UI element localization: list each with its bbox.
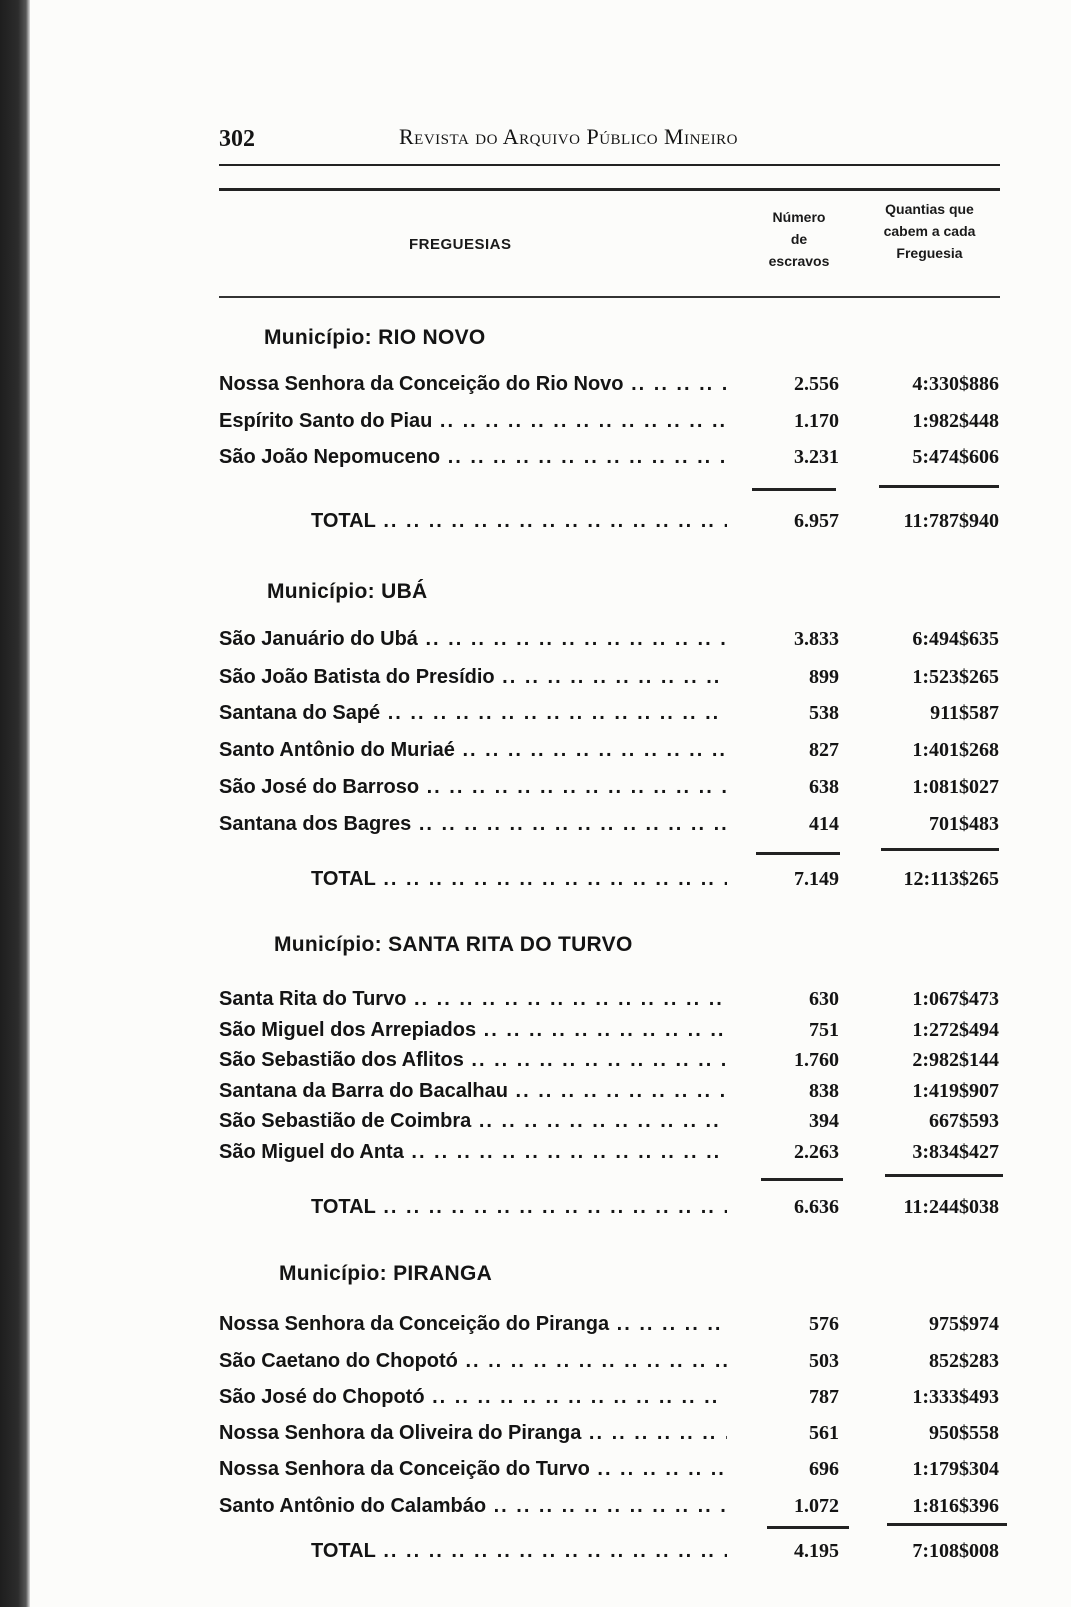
total-count: 6.957 — [794, 510, 839, 532]
table-row — [219, 666, 1009, 696]
table-row — [219, 1422, 1009, 1452]
column-header-numero-line: de — [790, 231, 808, 247]
total-count: 7.149 — [794, 868, 839, 890]
freguesia-name: Santana do Sapé .. .. — [219, 702, 727, 725]
sum-rule — [881, 848, 999, 851]
slave-count: 751 — [809, 1019, 839, 1041]
total-count: 4.195 — [794, 1540, 839, 1562]
amount: 667$593 — [929, 1110, 999, 1132]
table-row — [219, 988, 1009, 1018]
freguesia-name: São Januário do Ubá .. .. — [219, 628, 727, 651]
slave-count: 1.760 — [794, 1049, 839, 1071]
slave-count: 414 — [809, 813, 839, 835]
amount: 5:474$606 — [912, 446, 999, 468]
table-row — [219, 373, 1009, 403]
freguesia-name: Nossa Senhora da Conceição do Rio Novo .. .. — [219, 373, 727, 396]
table-row — [219, 1495, 1009, 1525]
municipio-heading: Município: SANTA RITA DO TURVO — [274, 933, 633, 956]
amount: 1:523$265 — [912, 666, 999, 688]
total-row — [219, 868, 1009, 898]
column-header-numero-line: escravos — [768, 253, 830, 269]
freguesia-name: Santana dos Bagres .. .. — [219, 813, 727, 836]
total-row — [219, 510, 1009, 540]
slave-count: 576 — [809, 1313, 839, 1335]
freguesia-name: Santo Antônio do Calambáo .. .. — [219, 1495, 727, 1518]
amount: 975$974 — [929, 1313, 999, 1335]
table-row — [219, 446, 1009, 476]
table-row — [219, 813, 1009, 843]
slave-count: 1.072 — [794, 1495, 839, 1517]
amount: 950$558 — [929, 1422, 999, 1444]
freguesia-name: São Caetano do Chopotó .. .. — [219, 1350, 727, 1373]
amount: 3:834$427 — [912, 1141, 999, 1163]
amount: 6:494$635 — [912, 628, 999, 650]
amount: 4:330$886 — [912, 373, 999, 395]
sum-rule — [879, 485, 999, 488]
freguesia-name: Nossa Senhora da Conceição do Turvo .. .. — [219, 1458, 727, 1481]
total-amount: 12:113$265 — [903, 868, 999, 890]
table-row — [219, 1458, 1009, 1488]
table-row — [219, 1080, 1009, 1110]
slave-count: 787 — [809, 1386, 839, 1408]
slave-count: 638 — [809, 776, 839, 798]
municipio-heading: Município: UBÁ — [267, 580, 428, 603]
freguesia-name: São João Batista do Presídio .. .. — [219, 666, 727, 689]
slave-count: 696 — [809, 1458, 839, 1480]
freguesia-name: São Sebastião dos Aflitos .. .. — [219, 1049, 727, 1072]
table-body — [219, 0, 1009, 1607]
amount: 911$587 — [930, 702, 999, 724]
freguesia-name: São Miguel do Anta .. .. — [219, 1141, 727, 1164]
column-header-quantias-line: Freguesia — [896, 245, 963, 261]
slave-count: 838 — [809, 1080, 839, 1102]
slave-count: 3.833 — [794, 628, 839, 650]
table-row — [219, 702, 1009, 732]
amount: 1:333$493 — [912, 1386, 999, 1408]
slave-count: 1.170 — [794, 410, 839, 432]
sum-rule — [761, 1178, 843, 1181]
freguesia-name: Santana da Barra do Bacalhau .. .. — [219, 1080, 727, 1103]
freguesia-name: São José do Barroso .. .. — [219, 776, 727, 799]
total-count: 6.636 — [794, 1196, 839, 1218]
sum-rule — [756, 852, 840, 855]
freguesia-name: Santo Antônio do Muriaé .. .. — [219, 739, 727, 762]
slave-count: 503 — [809, 1350, 839, 1372]
amount: 2:982$144 — [912, 1049, 999, 1071]
amount: 1:067$473 — [912, 988, 999, 1010]
slave-count: 394 — [809, 1110, 839, 1132]
table-row — [219, 776, 1009, 806]
table-row — [219, 628, 1009, 658]
sum-rule — [752, 488, 836, 491]
freguesia-name: São João Nepomuceno .. .. — [219, 446, 727, 469]
slave-count: 630 — [809, 988, 839, 1010]
column-header-quantias-line: cabem a cada — [883, 223, 976, 239]
table-row — [219, 1350, 1009, 1380]
total-row — [219, 1540, 1009, 1570]
slave-count: 2.556 — [794, 373, 839, 395]
sum-rule — [887, 1523, 1007, 1526]
column-header-freguesias: FREGUESIAS — [409, 236, 512, 253]
amount: 852$283 — [929, 1350, 999, 1372]
slave-count: 827 — [809, 739, 839, 761]
table-row — [219, 1049, 1009, 1079]
column-header-numero-line: Número — [772, 209, 826, 225]
table-row — [219, 1110, 1009, 1140]
amount: 1:982$448 — [912, 410, 999, 432]
freguesia-name: Espírito Santo do Piau .. .. — [219, 410, 727, 433]
amount: 1:419$907 — [912, 1080, 999, 1102]
amount: 701$483 — [929, 813, 999, 835]
freguesia-name: São Miguel dos Arrepiados .. .. — [219, 1019, 727, 1042]
amount: 1:179$304 — [912, 1458, 999, 1480]
total-label: TOTAL .. .. — [311, 1196, 727, 1219]
slave-count: 3.231 — [794, 446, 839, 468]
freguesia-name: Nossa Senhora da Oliveira do Piranga .. .. — [219, 1422, 727, 1445]
column-header-quantias-line: Quantias que — [885, 201, 974, 217]
freguesia-name: Nossa Senhora da Conceição do Piranga .. .. — [219, 1313, 727, 1336]
total-label: TOTAL .. .. — [311, 868, 727, 891]
slave-count: 899 — [809, 666, 839, 688]
total-row — [219, 1196, 1009, 1226]
total-amount: 7:108$008 — [912, 1540, 999, 1562]
table-row — [219, 1386, 1009, 1416]
municipio-heading: Município: PIRANGA — [279, 1262, 493, 1285]
book-binding-edge — [0, 0, 30, 1607]
slave-count: 2.263 — [794, 1141, 839, 1163]
amount: 1:081$027 — [912, 776, 999, 798]
total-label: TOTAL .. .. — [311, 510, 727, 533]
table-row — [219, 1019, 1009, 1049]
amount: 1:272$494 — [912, 1019, 999, 1041]
total-label: TOTAL .. .. — [311, 1540, 727, 1563]
total-amount: 11:787$940 — [903, 510, 999, 532]
freguesia-name: São Sebastião de Coimbra .. .. — [219, 1110, 727, 1133]
amount: 1:401$268 — [912, 739, 999, 761]
freguesia-name: Santa Rita do Turvo .. .. — [219, 988, 727, 1011]
table-row — [219, 1141, 1009, 1171]
journal-title: Revista do Arquivo Público Mineiro — [399, 124, 738, 149]
slave-count: 538 — [809, 702, 839, 724]
municipio-heading: Município: RIO NOVO — [264, 326, 486, 349]
slave-count: 561 — [809, 1422, 839, 1444]
amount: 1:816$396 — [912, 1495, 999, 1517]
total-amount: 11:244$038 — [903, 1196, 999, 1218]
table-row — [219, 1313, 1009, 1343]
table-row — [219, 739, 1009, 769]
table-row — [219, 410, 1009, 440]
sum-rule — [885, 1174, 1003, 1177]
page-number: 302 — [219, 126, 255, 152]
freguesia-name: São José do Chopotó .. .. — [219, 1386, 727, 1409]
sum-rule — [767, 1526, 849, 1529]
